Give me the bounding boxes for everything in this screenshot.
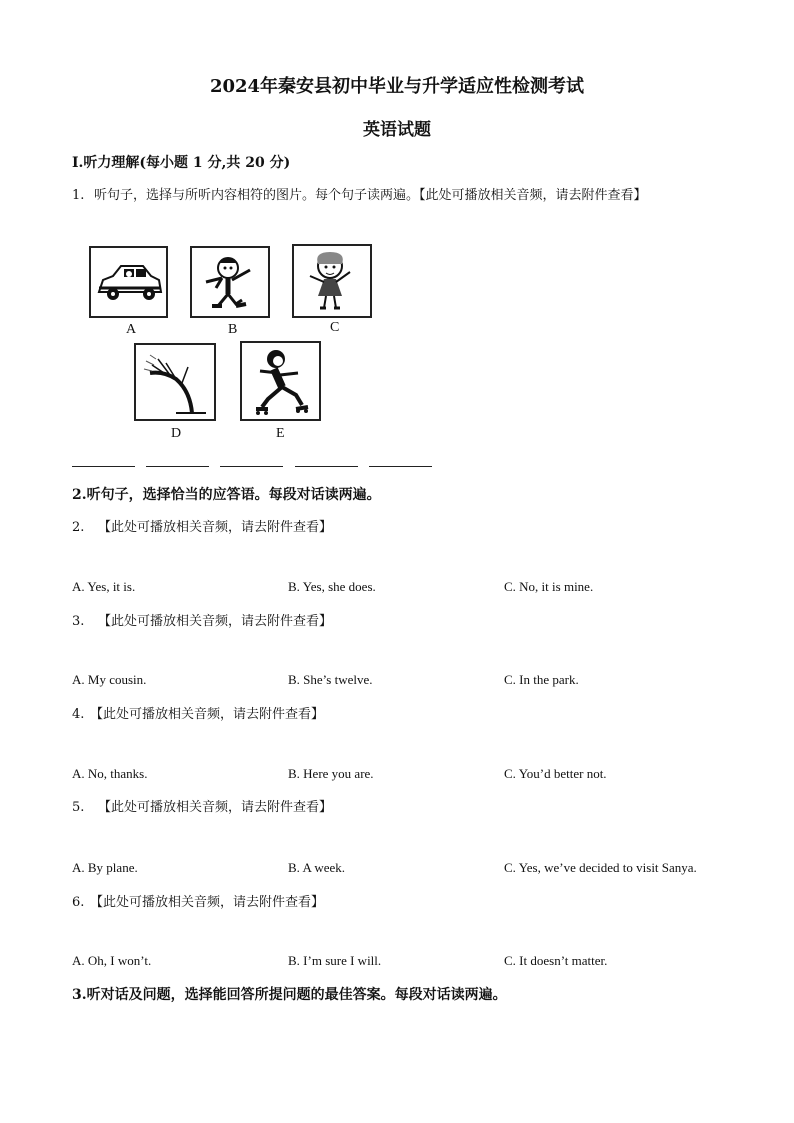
- q3-option-b[interactable]: B. She’s twelve.: [288, 672, 373, 687]
- q6-option-c[interactable]: C. It doesn’t matter.: [504, 953, 608, 968]
- question-5: [72, 796, 332, 815]
- question-number: 1.: [72, 188, 85, 203]
- q3-option-c[interactable]: C. In the park.: [504, 672, 579, 687]
- question-text: 【此处可播放相关音频，请去附件查看】: [98, 800, 333, 815]
- q5-option-a[interactable]: A. By plane.: [72, 860, 138, 875]
- picture-b: [190, 246, 270, 318]
- q6-option-a[interactable]: A. Oh, I won’t.: [72, 953, 152, 968]
- question-text: 【此处可播放相关音频，请去附件查看】: [98, 614, 333, 629]
- picture-e: [240, 341, 321, 421]
- answer-blank-1[interactable]: [72, 466, 135, 467]
- question-3: [72, 610, 332, 629]
- question-number: 6.: [72, 895, 85, 910]
- car-icon: [91, 248, 166, 316]
- q4-option-a[interactable]: A. No, thanks.: [72, 766, 148, 781]
- question-6: [72, 891, 324, 910]
- q3-option-a[interactable]: A. My cousin.: [72, 672, 147, 687]
- skater-icon: [242, 343, 319, 419]
- exam-subtitle: 英语试题: [363, 120, 431, 140]
- picture-d: [134, 343, 216, 421]
- question-text: 【此处可播放相关音频，请去附件查看】: [90, 707, 325, 722]
- q5-option-b[interactable]: B. A week.: [288, 860, 346, 875]
- question-number: 5.: [72, 800, 85, 815]
- windy-tree-icon: [136, 345, 214, 419]
- question-text: 【此处可播放相关音频，请去附件查看】: [90, 895, 325, 910]
- answer-blank-4[interactable]: [295, 466, 358, 467]
- girl-icon: [294, 246, 370, 316]
- question-4: [72, 703, 324, 722]
- picture-d-label: D: [171, 426, 182, 441]
- picture-c: [292, 244, 372, 318]
- q5-option-c[interactable]: C. Yes, we’ve decided to visit Sanya.: [504, 860, 697, 875]
- answer-blank-2[interactable]: [146, 466, 209, 467]
- q2-option-c[interactable]: C. No, it is mine.: [504, 579, 594, 594]
- section-2-heading: 2.听句子，选择恰当的应答语。每段对话读两遍。: [72, 487, 381, 503]
- picture-b-label: B: [228, 322, 238, 337]
- q2-option-a[interactable]: A. Yes, it is.: [72, 579, 136, 594]
- picture-a: [89, 246, 168, 318]
- q4-option-b[interactable]: B. Here you are.: [288, 766, 374, 781]
- section-1-heading: Ⅰ.听力理解(每小题 1 分,共 20 分): [72, 155, 291, 171]
- picture-e-label: E: [276, 426, 285, 441]
- question-text: 听句子，选择与所听内容相符的图片。每个句子读两遍。【此处可播放相关音频，请去附件查看】: [94, 188, 647, 203]
- question-number: 4.: [72, 707, 85, 722]
- picture-a-label: A: [126, 322, 137, 337]
- question-number: 2.: [72, 520, 85, 535]
- q4-option-c[interactable]: C. You’d better not.: [504, 766, 607, 781]
- question-text: 【此处可播放相关音频，请去附件查看】: [98, 520, 333, 535]
- question-2: [72, 516, 332, 535]
- q6-option-b[interactable]: B. I’m sure I will.: [288, 953, 382, 968]
- section-3-heading: 3.听对话及问题，选择能回答所提问题的最佳答案。每段对话读两遍。: [72, 987, 507, 1003]
- q2-option-b[interactable]: B. Yes, she does.: [288, 579, 376, 594]
- question-number: 3.: [72, 614, 85, 629]
- boy-scarf-icon: [192, 248, 268, 316]
- exam-title: 2024年秦安县初中毕业与升学适应性检测考试: [209, 76, 585, 97]
- picture-c-label: C: [330, 320, 340, 335]
- question-1: [72, 184, 647, 203]
- answer-blank-5[interactable]: [369, 466, 432, 467]
- answer-blank-3[interactable]: [220, 466, 283, 467]
